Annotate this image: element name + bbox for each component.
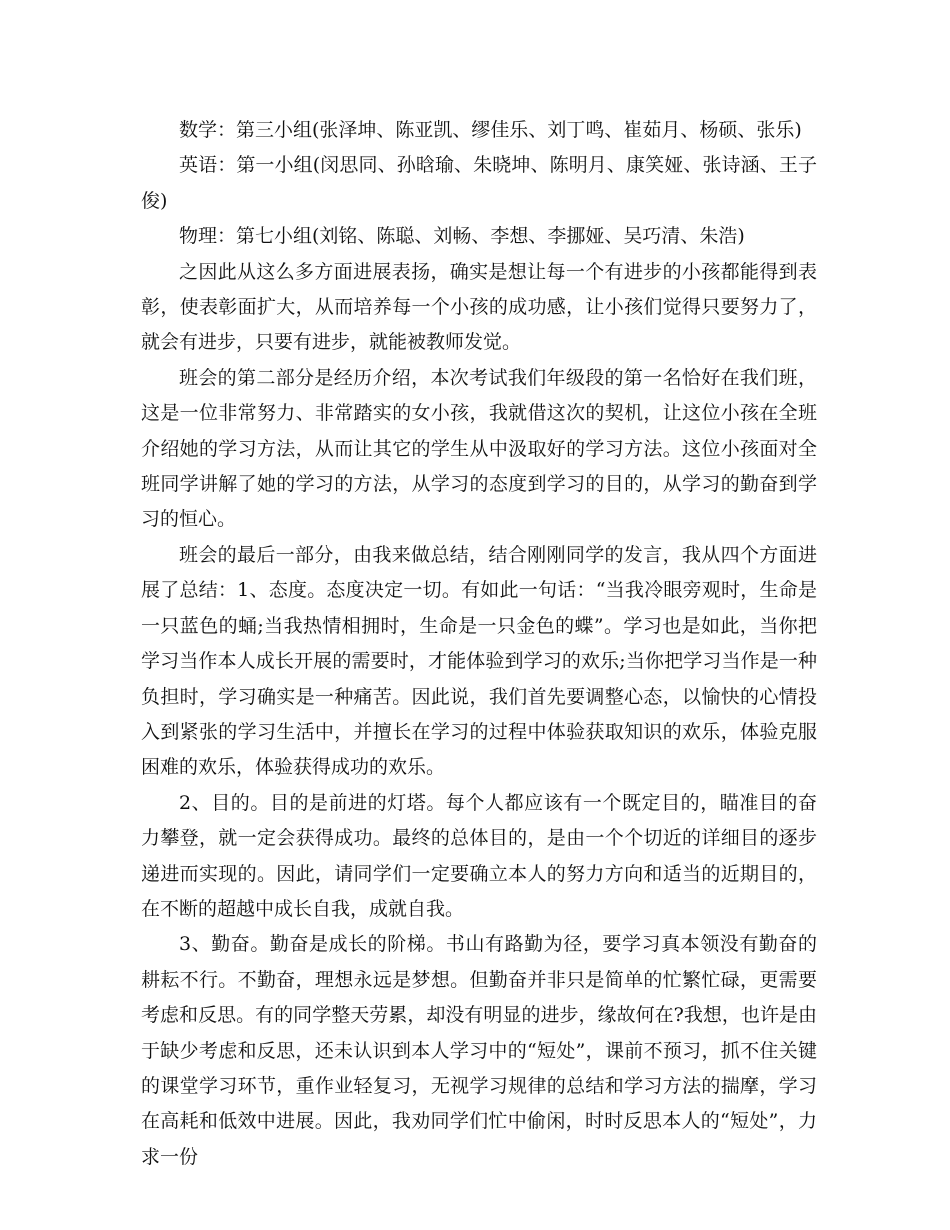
paragraph-goal: 2、目的。目的是前进的灯塔。每个人都应该有一个既定目的，瞄准目的奋力攀登，就一定会获得成功。最终的总体目的，是由一个个切近的详细目的逐步递进而实现的。因此，请同学们一定要确立本人的努力方向和适当的近期目的，在不断的超越中成长自我，成就自我。 — [141, 791, 817, 920]
paragraph-english-group: 英语：第一小组(闵思同、孙晗瑜、朱晓坤、陈明月、康笑娅、张诗涵、王子俊) — [141, 154, 817, 212]
paragraph-praise-reason: 之因此从这么多方面进展表扬，确实是想让每一个有进步的小孩都能得到表彰，使表彰面扩大，从而培养每一个小孩的成功感，让小孩们觉得只要努力了，就会有进步，只要有进步，就能被教师发觉。 — [141, 260, 817, 354]
paragraph-experience-intro: 班会的第二部分是经历介绍，本次考试我们年级段的第一名恰好在我们班，这是一位非常努力、非常踏实的女小孩，我就借这次的契机，让这位小孩在全班介绍她的学习方法，从而让其它的学生从中汲取好的学习方法。这位小孩面对全班同学讲解了她的学习的方法，从学习的态度到学习的目的，从学习的勤奋到学习的恒心。 — [141, 366, 817, 531]
paragraph-math-group: 数学：第三小组(张泽坤、陈亚凯、缪佳乐、刘丁鸣、崔茹月、杨硕、张乐) — [179, 119, 802, 141]
paragraph-diligence: 3、勤奋。勤奋是成长的阶梯。书山有路勤为径，要学习真本领没有勤奋的耕耘不行。不勤奋，理想永远是梦想。但勤奋并非只是简单的忙繁忙碌，更需要考虑和反思。有的同学整天劳累，却没有明显的进步，缘故何在?我想，也许是由于缺少考虑和反思，还未认识到本人学习中的“短处”，课前不预习，抓不住关键的课堂学习环节，重作业轻复习，无视学习规律的总结和学习方法的揣摩，学习在高耗和低效中进展。因此，我劝同学们忙中偷闲，时时反思本人的“短处”，力求一份 — [141, 933, 817, 1168]
paragraph-physics-group: 物理：第七小组(刘铭、陈聪、刘畅、李想、李挪娅、吴巧清、朱浩) — [179, 225, 745, 248]
document-body — [141, 113, 817, 1175]
paragraph-summary-attitude: 班会的最后一部分，由我来做总结，结合刚刚同学的发言，我从四个方面进展了总结：1、态度。态度决定一切。有如此一句话：“当我冷眼旁观时，生命是一只蓝色的蛹;当我热情相拥时，生命是一只金色的蝶”。学习也是如此，当你把学习当作本人成长开展的需要时，才能体验到学习的欢乐;当你把学习当作是一种负担时，学习确实是一种痛苦。因此说，我们首先要调整心态，以愉快的心情投入到紧张的学习生活中，并擅长在学习的过程中体验获取知识的欢乐，体验克服困难的欢乐，体验获得成功的欢乐。 — [141, 543, 817, 779]
